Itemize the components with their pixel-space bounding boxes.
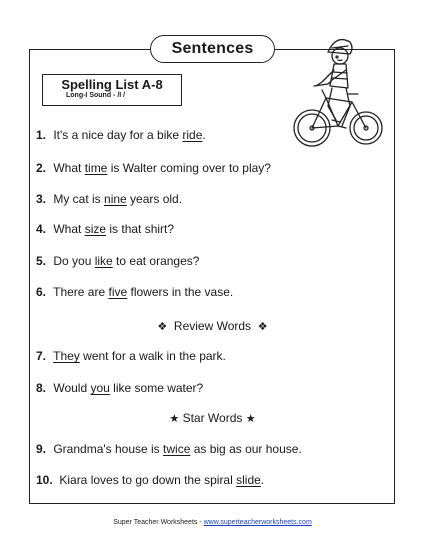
star-words-label: Star Words — [182, 411, 243, 425]
review-words-label: Review Words — [173, 319, 252, 333]
sentence-3 — [36, 192, 182, 206]
diamond-icon: ❖ — [157, 321, 168, 333]
sentence-text: Do you — [53, 254, 95, 268]
sentence-text: is that shirt? — [106, 222, 175, 236]
sentence-6 — [36, 285, 233, 299]
spelling-word: nine — [104, 192, 127, 206]
sentence-text: to eat oranges? — [112, 254, 200, 268]
spelling-word: size — [84, 222, 107, 236]
spelling-word: you — [90, 381, 110, 395]
sentence-8 — [36, 381, 203, 395]
sentence-number: 2. — [36, 161, 47, 175]
footer-link[interactable]: www.superteacherworksheets.com — [203, 519, 312, 526]
spelling-word: They — [53, 349, 80, 363]
star-icon: ★ — [169, 413, 180, 425]
sentence-text: My cat is — [53, 192, 105, 206]
footer-text: Super Teacher Worksheets - — [113, 519, 204, 526]
sentence-number: 7. — [36, 349, 47, 363]
sentence-number: 3. — [36, 192, 47, 206]
sentence-text: What — [53, 161, 85, 175]
sentence-7 — [36, 349, 226, 363]
sentence-number: 4. — [36, 222, 47, 236]
sentence-10 — [36, 473, 264, 487]
sentence-2 — [36, 161, 271, 175]
sentence-text: . — [260, 473, 265, 487]
boy-on-bike-illustration — [292, 30, 384, 152]
spelling-word: time — [84, 161, 108, 175]
spelling-list-name: Spelling List A-8 — [61, 77, 163, 92]
sentence-text: Kiara loves to go down the spiral — [59, 473, 237, 487]
sentence-text: years old. — [126, 192, 183, 206]
sentence-text: Grandma's house is — [53, 442, 164, 456]
sentence-1 — [36, 128, 206, 142]
sentence-text: as big as our house. — [190, 442, 302, 456]
sentence-number: 9. — [36, 442, 47, 456]
sentence-number: 10. — [36, 473, 53, 487]
spelling-list-box — [42, 74, 182, 106]
sentence-text: . — [202, 128, 206, 142]
review-words-heading — [0, 319, 425, 333]
sentence-text: is Walter coming over to play? — [107, 161, 271, 175]
sentence-number: 5. — [36, 254, 47, 268]
page-title: Sentences — [150, 35, 275, 63]
sentence-text: What — [53, 222, 85, 236]
spelling-list-subtitle: Long-I Sound - /I / — [66, 92, 126, 99]
sentence-9 — [36, 442, 302, 456]
spelling-word: slide — [236, 473, 261, 487]
diamond-icon: ❖ — [257, 321, 268, 333]
sentence-text: flowers in the vase. — [127, 285, 234, 299]
sentence-text: It's a nice day for a bike — [53, 128, 183, 142]
spelling-word: ride — [182, 128, 203, 142]
sentence-text: There are — [53, 285, 109, 299]
sentence-5 — [36, 254, 199, 268]
sentence-text: went for a walk in the park. — [79, 349, 226, 363]
spelling-word: five — [108, 285, 128, 299]
sentence-number: 1. — [36, 128, 47, 142]
star-icon: ★ — [245, 413, 256, 425]
star-words-heading — [0, 411, 425, 425]
sentence-number: 8. — [36, 381, 47, 395]
spelling-word: twice — [163, 442, 191, 456]
sentence-text: like some water? — [109, 381, 204, 395]
sentence-4 — [36, 222, 174, 236]
footer — [0, 519, 425, 526]
sentence-text: Would — [53, 381, 91, 395]
sentence-number: 6. — [36, 285, 47, 299]
spelling-word: like — [94, 254, 113, 268]
